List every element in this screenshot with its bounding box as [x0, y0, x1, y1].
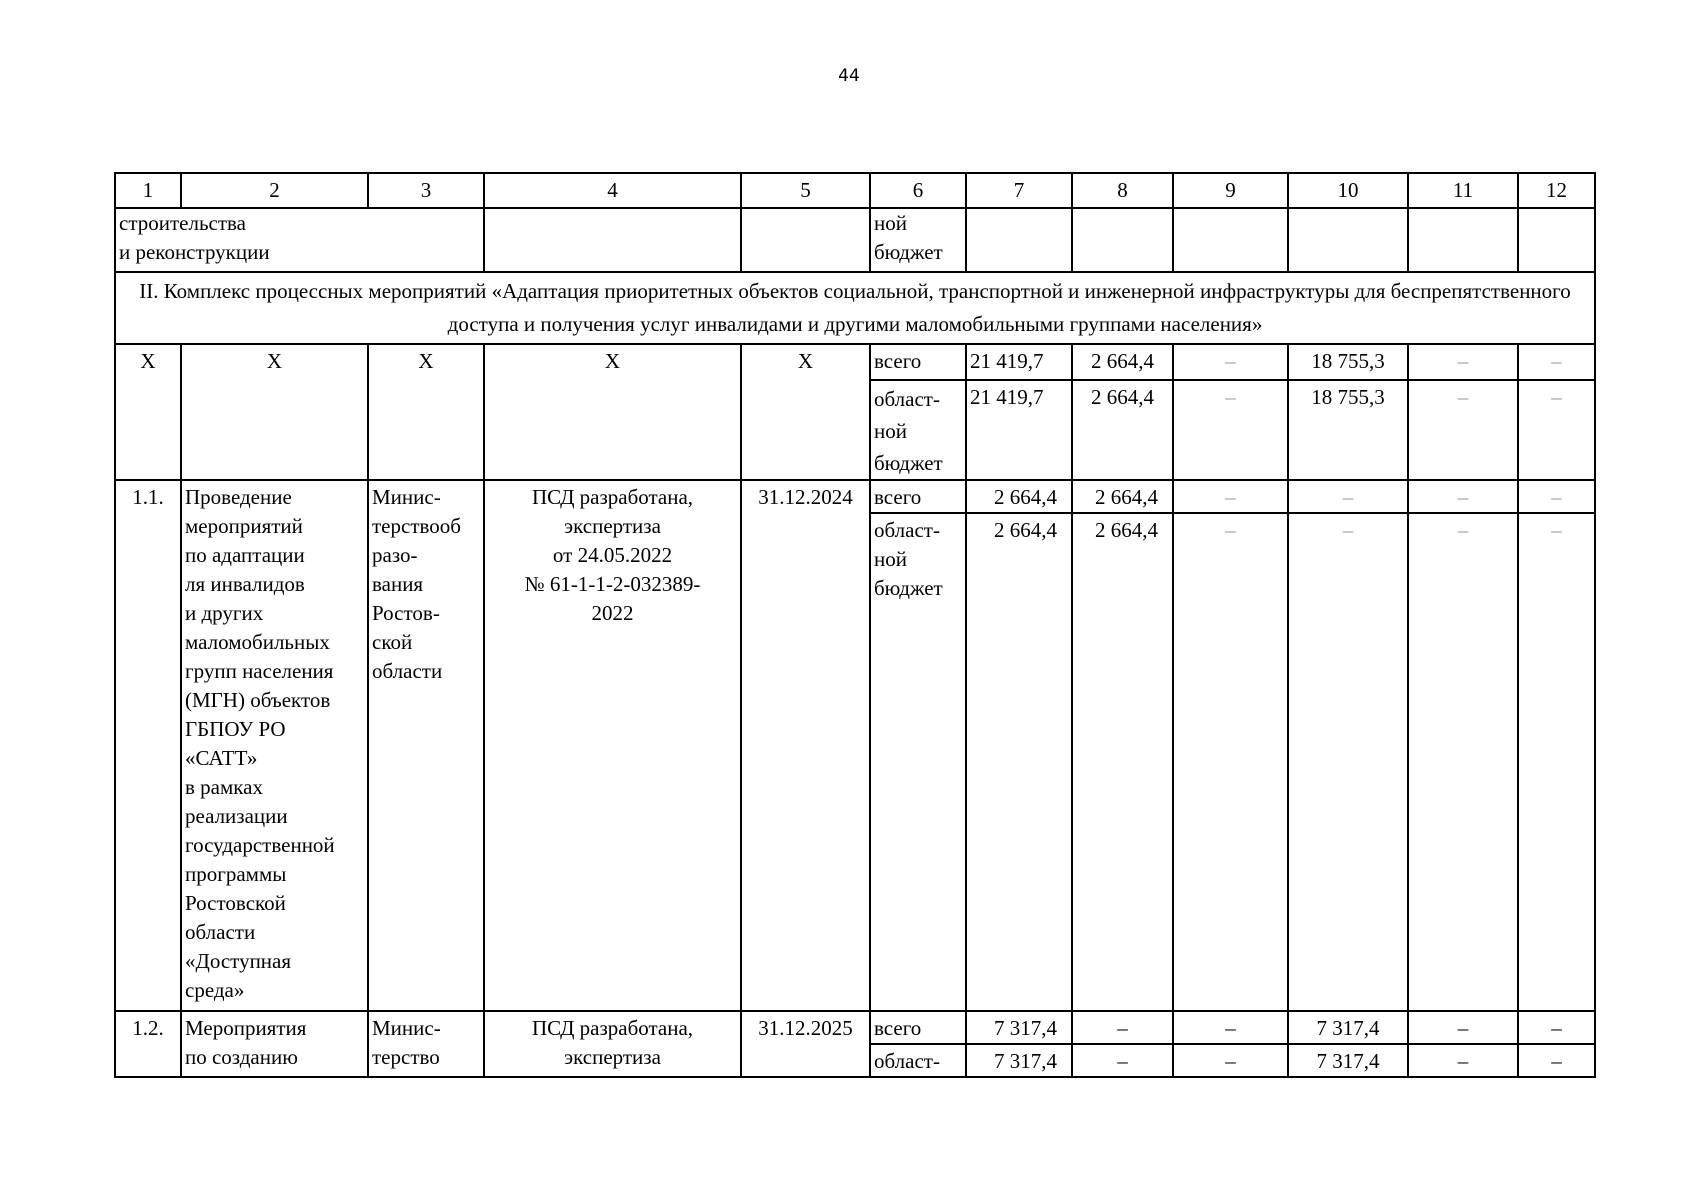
value-cell: –: [1288, 480, 1408, 513]
x-mark: X: [181, 344, 368, 480]
value-cell: 2 664,4: [1072, 380, 1173, 480]
table-cell: [1288, 208, 1408, 272]
funding-source-label: всего: [870, 344, 966, 380]
table-cell: [484, 208, 741, 272]
column-number: 8: [1072, 173, 1173, 208]
value-cell: –: [1173, 1011, 1288, 1044]
column-number-row: [115, 173, 1595, 208]
value-cell: –: [1518, 480, 1595, 513]
item-result: ПСД разработана, экспертиза: [484, 1011, 741, 1077]
column-number: 4: [484, 173, 741, 208]
value-cell: –: [1518, 513, 1595, 1011]
column-number: 6: [870, 173, 966, 208]
column-number: 3: [368, 173, 484, 208]
table-cell: [1518, 208, 1595, 272]
value-cell: –: [1173, 1044, 1288, 1077]
value-cell: 7 317,4: [1288, 1011, 1408, 1044]
value-cell: –: [1518, 1011, 1595, 1044]
table-cell: [1408, 208, 1518, 272]
funding-source-label: област- ной бюджет: [870, 380, 966, 480]
value-cell: –: [1408, 480, 1518, 513]
value-cell: 2 664,4: [1072, 344, 1173, 380]
item-row-total: [115, 480, 1595, 513]
x-mark: X: [368, 344, 484, 480]
value-cell: –: [1288, 513, 1408, 1011]
table-cell: [368, 208, 484, 272]
item-executor: Минис- терство: [368, 1011, 484, 1077]
value-cell: –: [1072, 1044, 1173, 1077]
item-date: 31.12.2025: [741, 1011, 870, 1077]
value-cell: –: [1173, 480, 1288, 513]
value-cell: 21 419,7: [966, 344, 1072, 380]
value-cell: 2 664,4: [966, 480, 1072, 513]
column-number: 5: [741, 173, 870, 208]
funding-source-label: всего: [870, 1011, 966, 1044]
column-number: 9: [1173, 173, 1288, 208]
value-cell: –: [1408, 344, 1518, 380]
value-cell: –: [1072, 1011, 1173, 1044]
item-row-total: [115, 1011, 1595, 1044]
value-cell: 7 317,4: [966, 1044, 1072, 1077]
item-number: 1.2.: [115, 1011, 181, 1077]
value-cell: –: [1173, 380, 1288, 480]
section-title: II. Комплекс процессных мероприятий «Адаптация приоритетных объектов социальной, транспортной и инженерной инфраструктуры для беспрепятственного доступа и получения услуг инвалидами и другими маломобильными группами населения»: [115, 272, 1595, 344]
table-cell: [1173, 208, 1288, 272]
funding-source-label: област- ной бюджет: [870, 513, 966, 1011]
table-cell: [741, 208, 870, 272]
value-cell: 7 317,4: [966, 1011, 1072, 1044]
funding-source-label: ной бюджет: [870, 208, 966, 272]
value-cell: 18 755,3: [1288, 344, 1408, 380]
table-cell: [966, 208, 1072, 272]
item-date: 31.12.2024: [741, 480, 870, 1011]
value-cell: 2 664,4: [1072, 480, 1173, 513]
value-cell: 7 317,4: [1288, 1044, 1408, 1077]
column-number: 1: [115, 173, 181, 208]
item-executor: Минис- терствооб разо- вания Ростов- ской области: [368, 480, 484, 1011]
section-banner-row: [115, 272, 1595, 344]
item-name: Мероприятия по созданию: [181, 1011, 368, 1077]
value-cell: 18 755,3: [1288, 380, 1408, 480]
continuation-text: строительства и реконструкции: [115, 208, 368, 272]
column-number: 2: [181, 173, 368, 208]
item-result: ПСД разработана, экспертиза от 24.05.2022 № 61-1-1-2-032389- 2022: [484, 480, 741, 1011]
budget-table: [114, 172, 1596, 1078]
column-number: 11: [1408, 173, 1518, 208]
value-cell: –: [1408, 1011, 1518, 1044]
table-cell: [1072, 208, 1173, 272]
value-cell: 21 419,7: [966, 380, 1072, 480]
x-mark: X: [741, 344, 870, 480]
item-name: Проведение мероприятий по адаптации ля инвалидов и других маломобильных групп населения (МГН) объектов ГБПОУ РО «САТТ» в рамках реализации государственной программы Ростовской области «Доступная среда»: [181, 480, 368, 1011]
funding-source-label: област-: [870, 1044, 966, 1077]
value-cell: –: [1408, 380, 1518, 480]
value-cell: –: [1518, 344, 1595, 380]
x-mark: X: [115, 344, 181, 480]
column-number: 7: [966, 173, 1072, 208]
value-cell: 2 664,4: [966, 513, 1072, 1011]
column-number: 12: [1518, 173, 1595, 208]
value-cell: –: [1408, 1044, 1518, 1077]
value-cell: 2 664,4: [1072, 513, 1173, 1011]
summary-row-total: [115, 344, 1595, 380]
x-mark: X: [484, 344, 741, 480]
page-number: 44: [838, 66, 860, 86]
item-number: 1.1.: [115, 480, 181, 1011]
value-cell: –: [1173, 344, 1288, 380]
value-cell: –: [1518, 380, 1595, 480]
continuation-row: [115, 208, 1595, 272]
value-cell: –: [1518, 1044, 1595, 1077]
value-cell: –: [1173, 513, 1288, 1011]
value-cell: –: [1408, 513, 1518, 1011]
funding-source-label: всего: [870, 480, 966, 513]
column-number: 10: [1288, 173, 1408, 208]
